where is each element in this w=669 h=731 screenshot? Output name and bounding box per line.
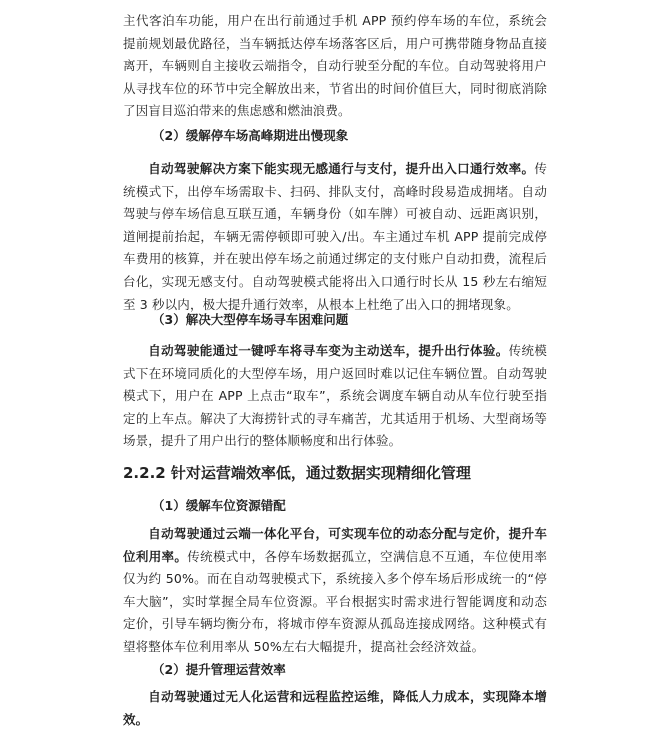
paragraph-resource-mismatch-lead: 自动驾驶通过云端一体化平台，可实现车位的动态分配与定价，提升车位利用率。 <box>123 526 547 564</box>
subheading-find-car: （3）解决大型停车场寻车困难问题 <box>152 312 349 327</box>
paragraph-resource-mismatch <box>123 523 547 659</box>
section-heading-222: 2.2.2 针对运营端效率低，通过数据实现精细化管理 <box>123 464 471 482</box>
subheading-operations: （2）提升管理运营效率 <box>152 662 286 677</box>
paragraph-operations-lead: 自动驾驶通过无人化运营和远程监控运维，降低人力成本，实现降本增效。 <box>123 689 547 727</box>
paragraph-peak-hours-lead: 自动驾驶解决方案下能实现无感通行与支付，提升出入口通行效率。 <box>148 161 535 176</box>
paragraph-intro: 主代客泊车功能，用户在出行前通过手机 APP 预约停车场的车位，系统会提前规划最优路径，当车辆抵达停车场落客区后，用户可携带随身物品直接离开，车辆则自主接收云端指令，自动行驶至分配的车位。自动驾驶将用户从寻找车位的环节中完全解放出来，节省出的时间价值巨大，同时彻底消除了因盲目巡泊带来的焦虑感和燃油浪费。 <box>123 13 547 119</box>
paragraph-operations <box>123 686 547 731</box>
paragraph-find-car-body: 传统模式下在环境同质化的大型停车场，用户返回时难以记住车辆位置。自动驾驶模式下，用户在 APP 上点击“取车”，系统会调度车辆自动从车位行驶至指定的上车点。解决了大海捞针式的寻车痛苦，尤其适用于机场、大型商场等场景，提升了用户出行的整体顺畅度和出行体验。 <box>123 343 548 449</box>
subheading-peak-hours: （2）缓解停车场高峰期进出慢现象 <box>152 128 349 143</box>
paragraph-find-car-lead: 自动驾驶能通过一键呼车将寻车变为主动送车，提升出行体验。 <box>148 343 509 358</box>
subheading-resource-mismatch: （1）缓解车位资源错配 <box>152 498 286 513</box>
paragraph-peak-hours-body: 传统模式下，出停车场需取卡、扫码、排队支付，高峰时段易造成拥堵。自动驾驶与停车场信息互联互通，车辆身份（如车牌）可被自动、远距离识别，道闸提前抬起，车辆无需停顿即可驶入/出。车主通过车机 APP 提前完成停车费用的核算，并在驶出停车场之前通过绑定的支付账户自动扣费，流程后台化，实现无感支付。自动驾驶模式能将出入口通行时长从 15 秒左右缩短至 3 秒以内，极大提升通行效率，从根本上杜绝了出入口的拥堵现象。 <box>123 161 547 312</box>
paragraph-resource-mismatch-body: 传统模式中，各停车场数据孤立，空满信息不互通，车位使用率仅为约 50%。而在自动驾驶模式下，系统接入多个停车场后形成统一的“停车大脑”，实时掌握全局车位资源。平台根据实时需求进行智能调度和动态定价，引导车辆均衡分布，将城市停车资源从孤岛连接成网络。这种模式有望将整体车位利用率从 50%左右大幅提升，提高社会经济效益。 <box>123 548 547 654</box>
paragraph-peak-hours <box>123 158 547 316</box>
paragraph-find-car <box>123 340 547 453</box>
